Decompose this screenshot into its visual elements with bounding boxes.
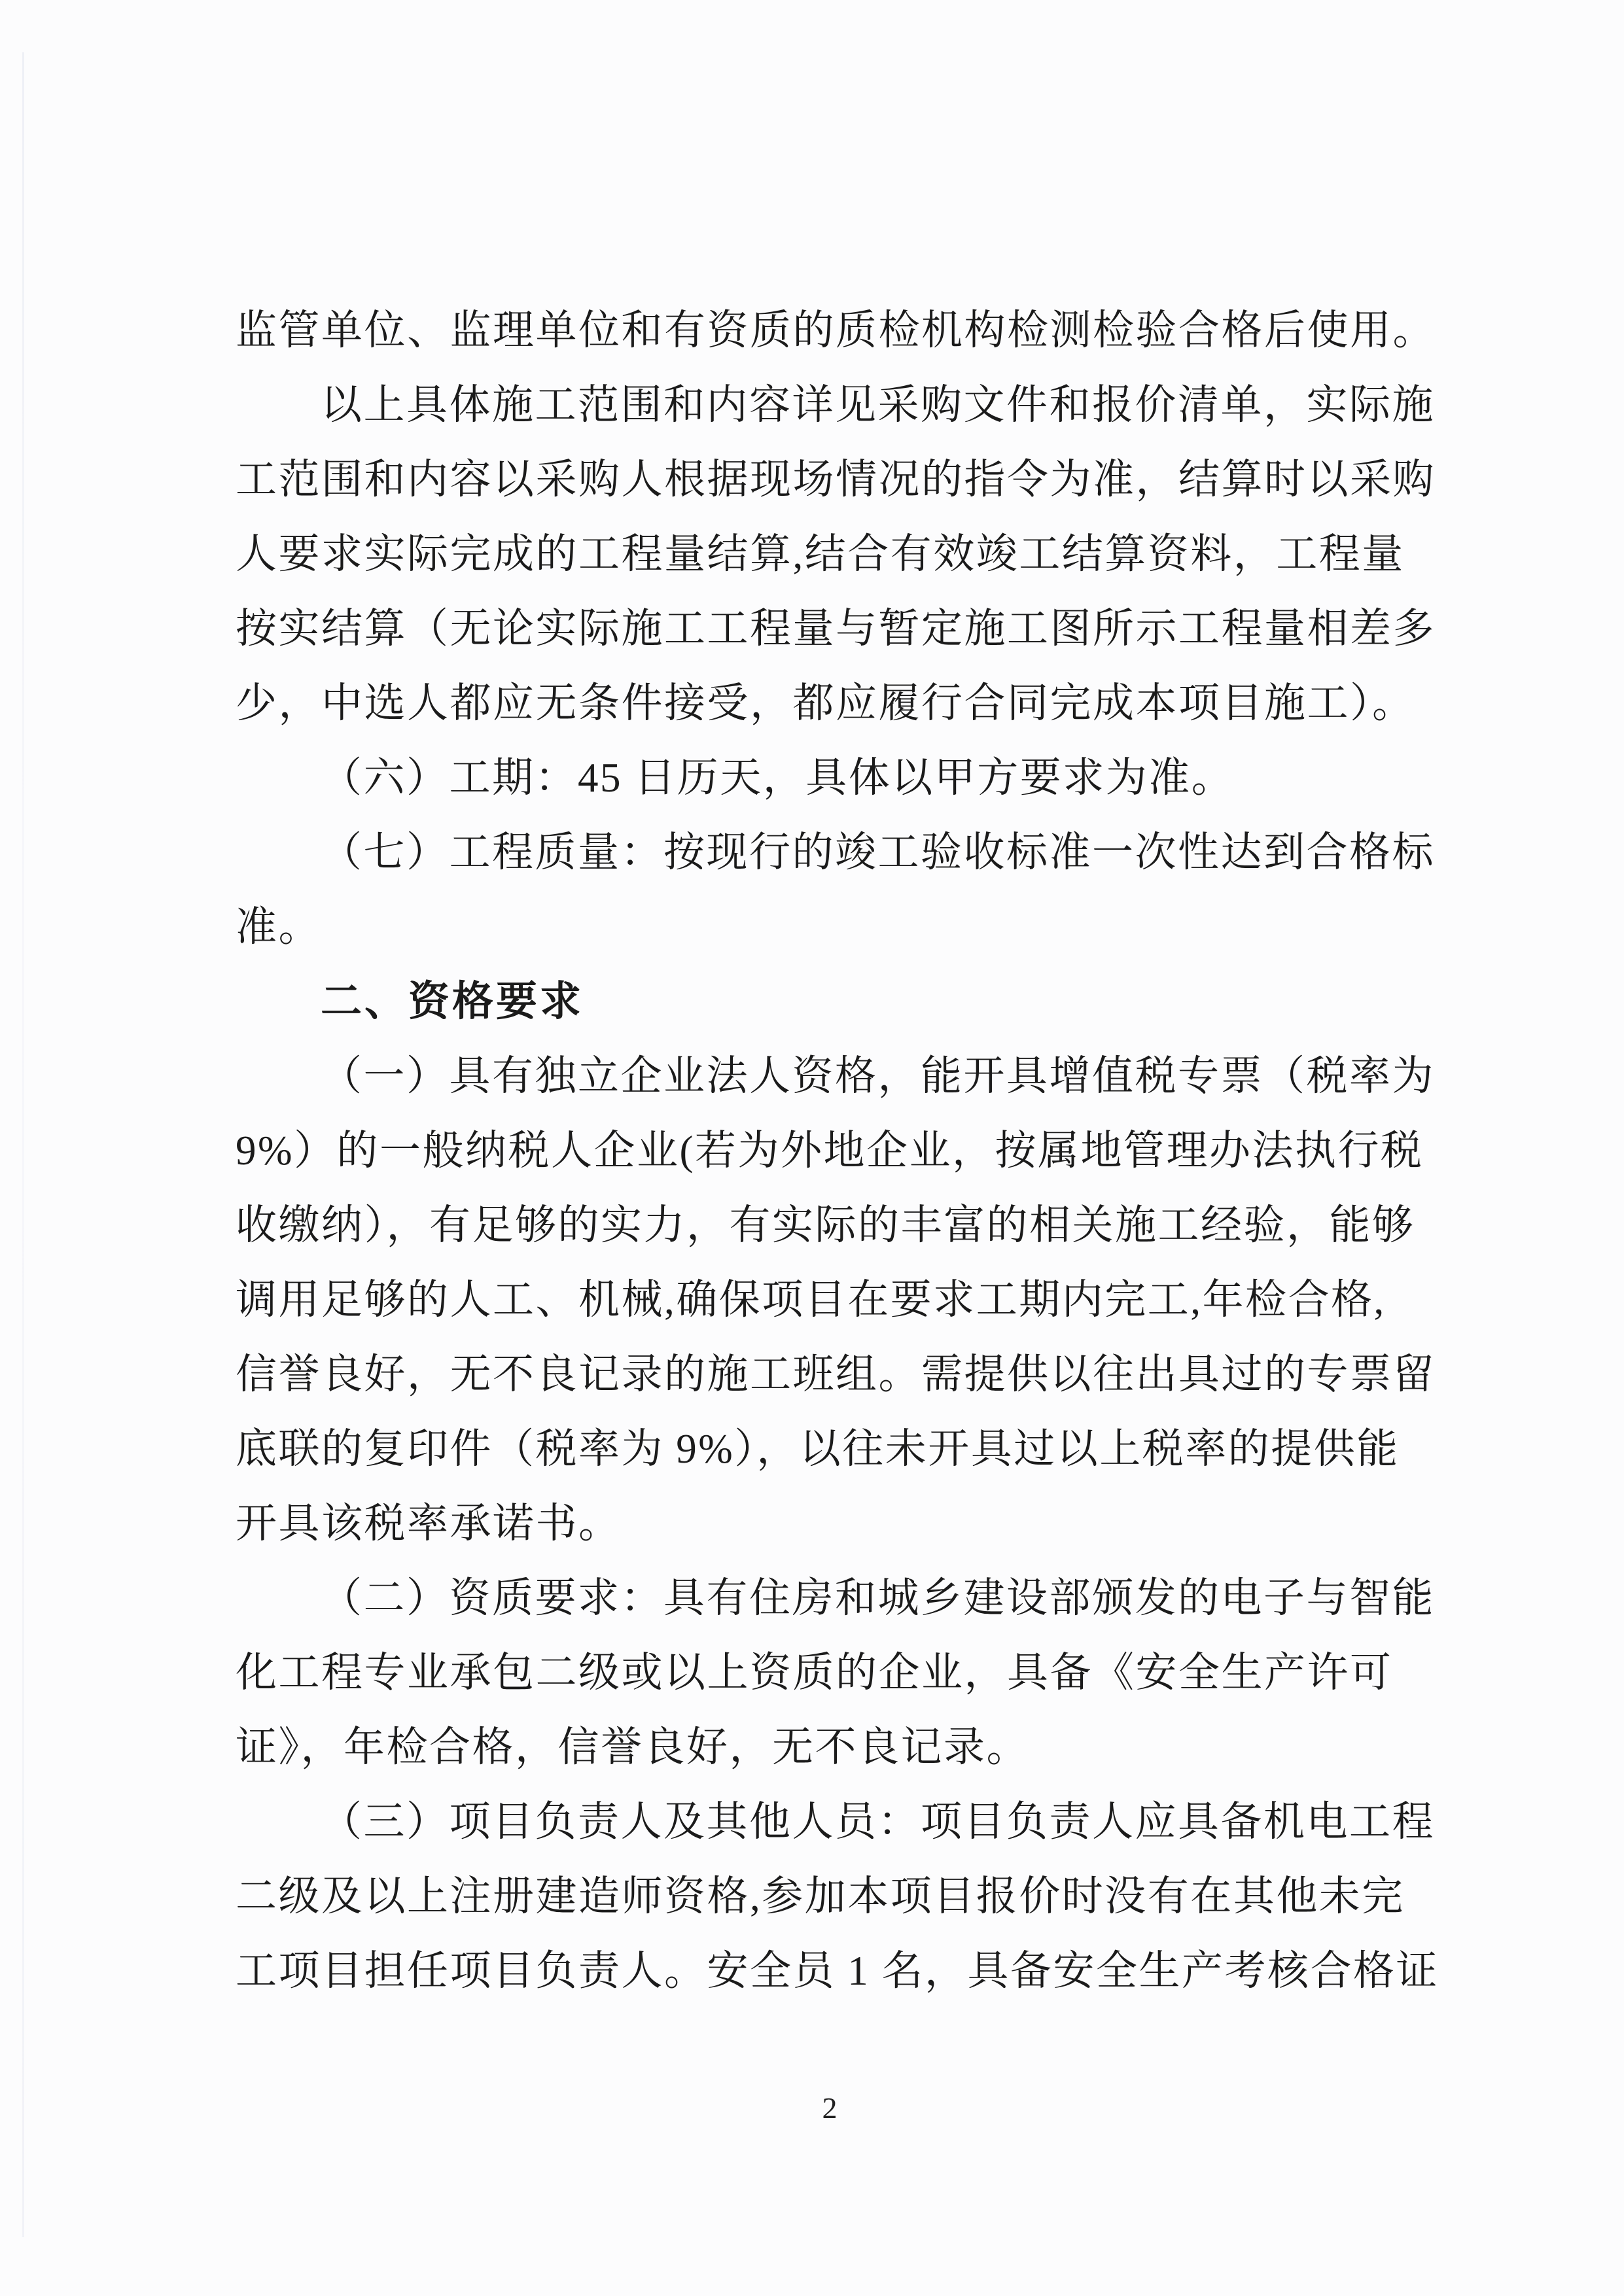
text-line: 二级及以上注册建造师资格,参加本项目报价时没有在其他未完 [236,1873,1405,1919]
text-line: （七）工程质量：按现行的竣工验收标准一次性达到合格标 [321,829,1435,875]
text-line: （三）项目负责人及其他人员：项目负责人应具备机电工程 [321,1799,1435,1845]
page-number: 2 [822,2091,838,2125]
text-line: 收缴纳），有足够的实力，有实际的丰富的相关施工经验，能够 [236,1202,1415,1248]
text-line: 底联的复印件（税率为 9%），以往未开具过以上税率的提供能 [236,1426,1400,1472]
text-line: 准。 [236,904,321,950]
text-line: 二、资格要求 [321,979,584,1024]
text-line: （二）资质要求：具有住房和城乡建设部颁发的电子与智能 [321,1575,1435,1621]
text-line: 9%）的一般纳税人企业(若为外地企业，按属地管理办法执行税 [236,1128,1424,1174]
text-line: 开具该税率承诺书。 [236,1501,622,1546]
text-line: 证》，年检合格，信誉良好，无不良记录。 [236,1724,1029,1770]
text-line: 少，中选人都应无条件接受，都应履行合同完成本项目施工）。 [236,680,1415,726]
text-line: 工范围和内容以采购人根据现场情况的指令为准，结算时以采购 [236,457,1436,502]
text-line: （六）工期：45 日历天，具体以甲方要求为准。 [321,755,1235,801]
text-line: 工项目担任项目负责人。安全员 1 名，具备安全生产考核合格证 [236,1948,1439,1994]
text-line: 人要求实际完成的工程量结算,结合有效竣工结算资料，工程量 [236,531,1405,577]
text-line: 化工程专业承包二级或以上资质的企业，具备《安全生产许可 [236,1650,1393,1696]
text-line: 监管单位、监理单位和有资质的质检机构检测检验合格后使用。 [236,307,1436,353]
text-line: （一）具有独立企业法人资格，能开具增值税专票（税率为 [321,1053,1435,1099]
text-line: 按实结算（无论实际施工工程量与暂定施工图所示工程量相差多 [236,606,1436,652]
text-line: 调用足够的人工、机械,确保项目在要求工期内完工,年检合格, [236,1277,1386,1323]
text-line: 信誉良好，无不良记录的施工班组。需提供以往出具过的专票留 [236,1351,1436,1397]
text-line: 以上具体施工范围和内容详见采购文件和报价清单，实际施 [321,382,1435,428]
